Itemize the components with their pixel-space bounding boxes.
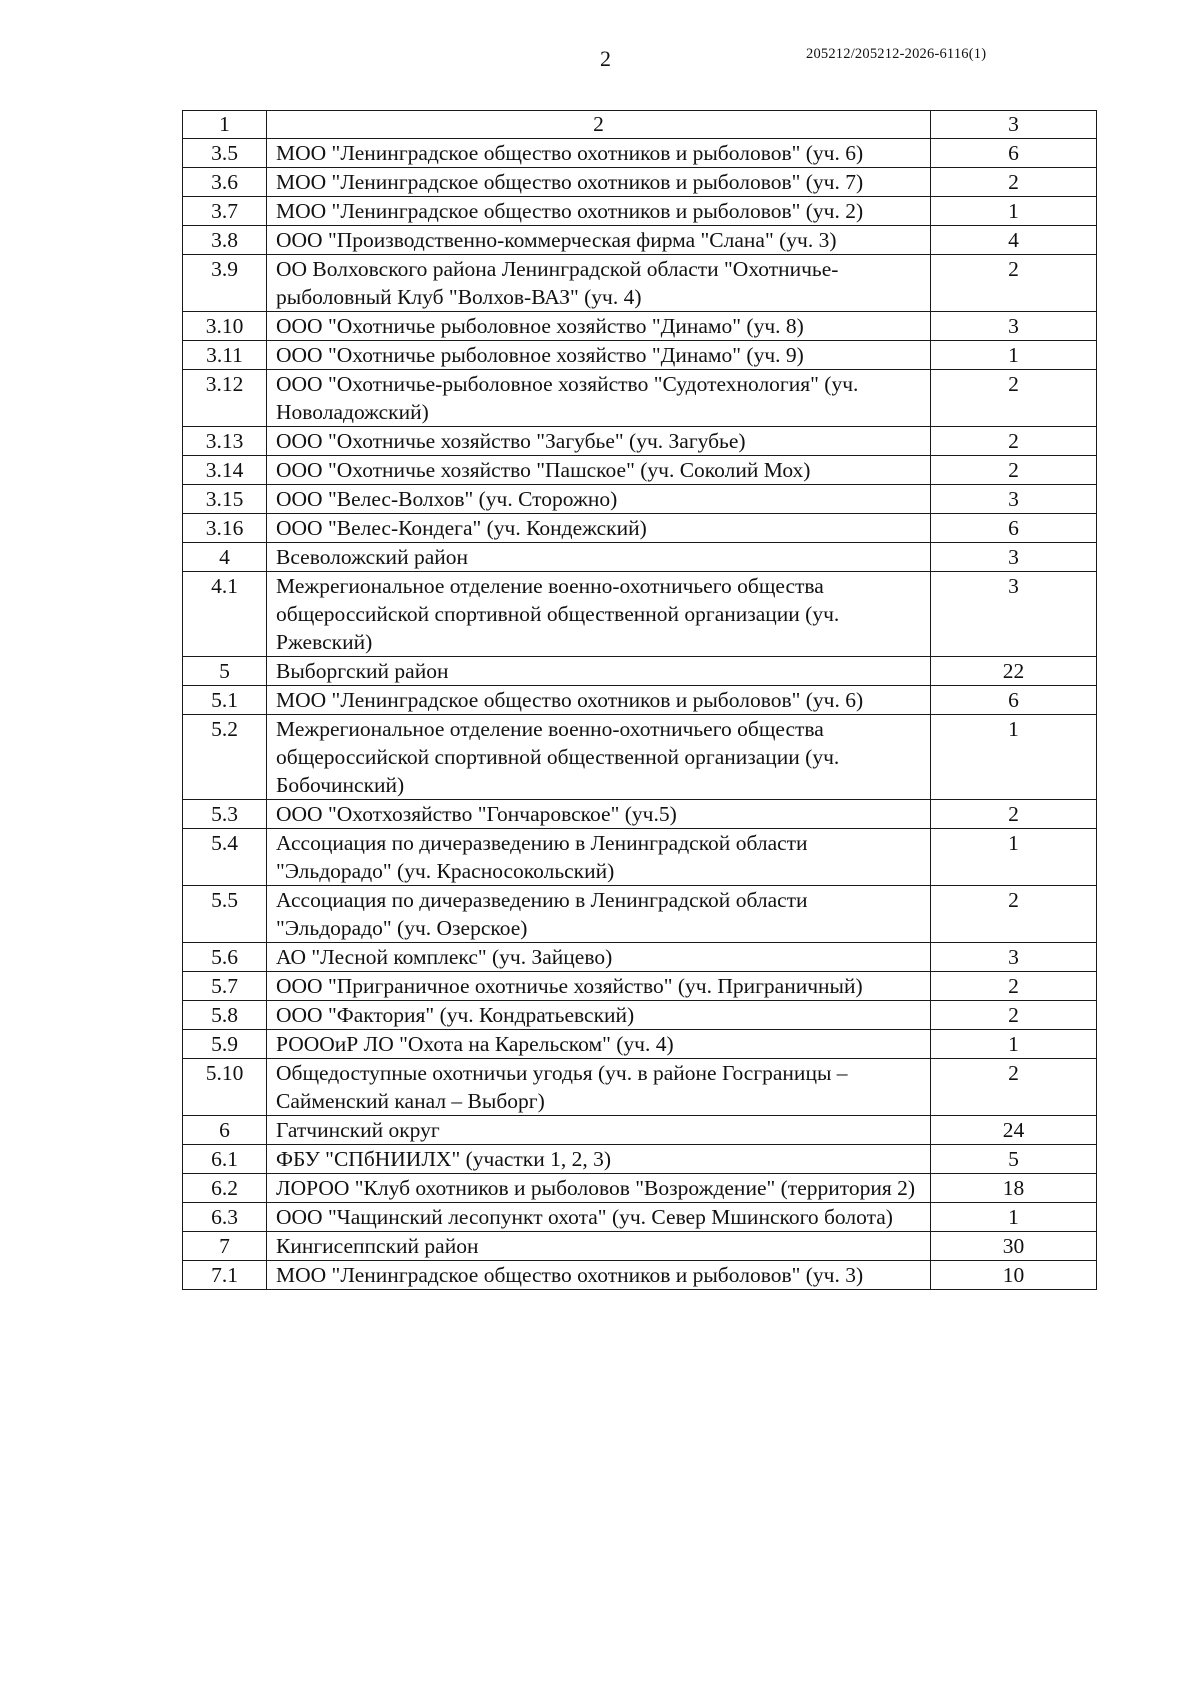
row-value-cell: 30 bbox=[931, 1232, 1097, 1261]
row-value-cell: 1 bbox=[931, 341, 1097, 370]
row-description-cell: Кингисеппский район bbox=[267, 1232, 931, 1261]
row-number-cell: 5.5 bbox=[183, 886, 267, 943]
row-description-cell: Гатчинский округ bbox=[267, 1116, 931, 1145]
row-value-cell: 2 bbox=[931, 1059, 1097, 1116]
row-number-cell: 7 bbox=[183, 1232, 267, 1261]
row-description-cell: Межрегиональное отделение военно-охотничьего общества общероссийской спортивной общественной организации (уч. Ржевский) bbox=[267, 572, 931, 657]
row-number-cell: 6.1 bbox=[183, 1145, 267, 1174]
row-value-cell: 6 bbox=[931, 514, 1097, 543]
row-number-cell: 3.15 bbox=[183, 485, 267, 514]
row-number-cell: 3.16 bbox=[183, 514, 267, 543]
table-header-row bbox=[183, 111, 1097, 139]
row-number-cell: 6 bbox=[183, 1116, 267, 1145]
row-value-cell: 6 bbox=[931, 686, 1097, 715]
row-number-cell: 6.2 bbox=[183, 1174, 267, 1203]
row-description-cell: ООО "Охотничье хозяйство "Пашское" (уч. Соколий Мох) bbox=[267, 456, 931, 485]
row-value-cell: 22 bbox=[931, 657, 1097, 686]
row-description-cell: ООО "Охотничье-рыболовное хозяйство "Судотехнология" (уч. Новоладожский) bbox=[267, 370, 931, 427]
row-number-cell: 5.9 bbox=[183, 1030, 267, 1059]
table-row bbox=[183, 341, 1097, 370]
row-number-cell: 7.1 bbox=[183, 1261, 267, 1290]
row-value-cell: 2 bbox=[931, 456, 1097, 485]
row-value-cell: 2 bbox=[931, 370, 1097, 427]
row-description-cell: Всеволожский район bbox=[267, 543, 931, 572]
table-row bbox=[183, 1203, 1097, 1232]
row-number-cell: 5.4 bbox=[183, 829, 267, 886]
table-row bbox=[183, 1232, 1097, 1261]
row-value-cell: 3 bbox=[931, 485, 1097, 514]
row-number-cell: 3.6 bbox=[183, 168, 267, 197]
table-row bbox=[183, 255, 1097, 312]
table-row bbox=[183, 829, 1097, 886]
row-number-cell: 5.6 bbox=[183, 943, 267, 972]
row-value-cell: 1 bbox=[931, 829, 1097, 886]
row-number-cell: 4 bbox=[183, 543, 267, 572]
row-description-cell: МОО "Ленинградское общество охотников и рыболовов" (уч. 6) bbox=[267, 686, 931, 715]
registry-table bbox=[182, 110, 1097, 1290]
row-value-cell: 5 bbox=[931, 1145, 1097, 1174]
table-row bbox=[183, 886, 1097, 943]
row-number-cell: 3.7 bbox=[183, 197, 267, 226]
header-col-2: 2 bbox=[267, 111, 931, 139]
row-description-cell: ООО "Производственно-коммерческая фирма "Слана" (уч. 3) bbox=[267, 226, 931, 255]
table-body bbox=[183, 111, 1097, 1290]
row-number-cell: 6.3 bbox=[183, 1203, 267, 1232]
header-col-3: 3 bbox=[931, 111, 1097, 139]
row-description-cell: РОООиР ЛО "Охота на Карельском" (уч. 4) bbox=[267, 1030, 931, 1059]
row-value-cell: 1 bbox=[931, 1203, 1097, 1232]
row-value-cell: 4 bbox=[931, 226, 1097, 255]
row-description-cell: ООО "Велес-Кондега" (уч. Кондежский) bbox=[267, 514, 931, 543]
table-row bbox=[183, 1116, 1097, 1145]
row-value-cell: 2 bbox=[931, 427, 1097, 456]
row-value-cell: 2 bbox=[931, 972, 1097, 1001]
row-description-cell: МОО "Ленинградское общество охотников и рыболовов" (уч. 6) bbox=[267, 139, 931, 168]
table-row bbox=[183, 1001, 1097, 1030]
table-row bbox=[183, 657, 1097, 686]
table-row bbox=[183, 226, 1097, 255]
row-description-cell: МОО "Ленинградское общество охотников и рыболовов" (уч. 7) bbox=[267, 168, 931, 197]
row-description-cell: Выборгский район bbox=[267, 657, 931, 686]
row-number-cell: 3.12 bbox=[183, 370, 267, 427]
row-number-cell: 3.5 bbox=[183, 139, 267, 168]
table-row bbox=[183, 312, 1097, 341]
table-row bbox=[183, 715, 1097, 800]
table-row bbox=[183, 543, 1097, 572]
row-value-cell: 2 bbox=[931, 800, 1097, 829]
table-row bbox=[183, 514, 1097, 543]
row-description-cell: Ассоциация по дичеразведению в Ленинградской области "Эльдорадо" (уч. Озерское) bbox=[267, 886, 931, 943]
row-description-cell: ООО "Охотничье рыболовное хозяйство "Динамо" (уч. 9) bbox=[267, 341, 931, 370]
table-row bbox=[183, 1261, 1097, 1290]
table-row bbox=[183, 572, 1097, 657]
row-number-cell: 5.3 bbox=[183, 800, 267, 829]
row-value-cell: 10 bbox=[931, 1261, 1097, 1290]
row-number-cell: 4.1 bbox=[183, 572, 267, 657]
row-description-cell: ООО "Охотничье хозяйство "Загубье" (уч. Загубье) bbox=[267, 427, 931, 456]
row-description-cell: ЛОРОО "Клуб охотников и рыболовов "Возрождение" (территория 2) bbox=[267, 1174, 931, 1203]
table-row bbox=[183, 972, 1097, 1001]
table-row bbox=[183, 456, 1097, 485]
row-value-cell: 3 bbox=[931, 543, 1097, 572]
row-description-cell: ОО Волховского района Ленинградской области "Охотничье-рыболовный Клуб "Волхов-ВАЗ" (уч. 4) bbox=[267, 255, 931, 312]
row-description-cell: ООО "Охотхозяйство "Гончаровское" (уч.5) bbox=[267, 800, 931, 829]
document-code: 205212/205212-2026-6116(1) bbox=[806, 46, 987, 62]
row-description-cell: Общедоступные охотничьи угодья (уч. в районе Госграницы – Сайменский канал – Выборг) bbox=[267, 1059, 931, 1116]
row-description-cell: ФБУ "СПбНИИЛХ" (участки 1, 2, 3) bbox=[267, 1145, 931, 1174]
row-description-cell: ООО "Охотничье рыболовное хозяйство "Динамо" (уч. 8) bbox=[267, 312, 931, 341]
row-description-cell: МОО "Ленинградское общество охотников и рыболовов" (уч. 2) bbox=[267, 197, 931, 226]
row-value-cell: 6 bbox=[931, 139, 1097, 168]
table-row bbox=[183, 800, 1097, 829]
table-row bbox=[183, 168, 1097, 197]
row-number-cell: 3.8 bbox=[183, 226, 267, 255]
row-number-cell: 3.13 bbox=[183, 427, 267, 456]
row-description-cell: ООО "Фактория" (уч. Кондратьевский) bbox=[267, 1001, 931, 1030]
row-number-cell: 5.10 bbox=[183, 1059, 267, 1116]
table-row bbox=[183, 370, 1097, 427]
row-number-cell: 3.9 bbox=[183, 255, 267, 312]
row-value-cell: 2 bbox=[931, 255, 1097, 312]
row-description-cell: ООО "Приграничное охотничье хозяйство" (уч. Приграничный) bbox=[267, 972, 931, 1001]
row-value-cell: 1 bbox=[931, 1030, 1097, 1059]
page-number: 2 bbox=[600, 46, 611, 71]
row-value-cell: 2 bbox=[931, 886, 1097, 943]
row-number-cell: 3.14 bbox=[183, 456, 267, 485]
row-description-cell: ООО "Чащинский лесопункт охота" (уч. Север Мшинского болота) bbox=[267, 1203, 931, 1232]
row-description-cell: Ассоциация по дичеразведению в Ленинградской области "Эльдорадо" (уч. Красносокольский) bbox=[267, 829, 931, 886]
table-row bbox=[183, 197, 1097, 226]
row-value-cell: 2 bbox=[931, 168, 1097, 197]
table-row bbox=[183, 686, 1097, 715]
row-value-cell: 3 bbox=[931, 572, 1097, 657]
row-value-cell: 24 bbox=[931, 1116, 1097, 1145]
table-row bbox=[183, 1059, 1097, 1116]
table-row bbox=[183, 427, 1097, 456]
row-description-cell: АО "Лесной комплекс" (уч. Зайцево) bbox=[267, 943, 931, 972]
row-number-cell: 5.7 bbox=[183, 972, 267, 1001]
row-value-cell: 18 bbox=[931, 1174, 1097, 1203]
row-number-cell: 3.11 bbox=[183, 341, 267, 370]
row-value-cell: 3 bbox=[931, 943, 1097, 972]
row-description-cell: Межрегиональное отделение военно-охотничьего общества общероссийской спортивной общественной организации (уч. Бобочинский) bbox=[267, 715, 931, 800]
row-number-cell: 5 bbox=[183, 657, 267, 686]
row-description-cell: ООО "Велес-Волхов" (уч. Сторожно) bbox=[267, 485, 931, 514]
row-number-cell: 3.10 bbox=[183, 312, 267, 341]
row-value-cell: 3 bbox=[931, 312, 1097, 341]
row-number-cell: 5.1 bbox=[183, 686, 267, 715]
table-row bbox=[183, 1145, 1097, 1174]
row-number-cell: 5.2 bbox=[183, 715, 267, 800]
table-row bbox=[183, 485, 1097, 514]
header-col-1: 1 bbox=[183, 111, 267, 139]
row-number-cell: 5.8 bbox=[183, 1001, 267, 1030]
row-value-cell: 1 bbox=[931, 197, 1097, 226]
table-row bbox=[183, 139, 1097, 168]
row-description-cell: МОО "Ленинградское общество охотников и рыболовов" (уч. 3) bbox=[267, 1261, 931, 1290]
table-row bbox=[183, 1030, 1097, 1059]
table-row bbox=[183, 1174, 1097, 1203]
table-row bbox=[183, 943, 1097, 972]
row-value-cell: 1 bbox=[931, 715, 1097, 800]
row-value-cell: 2 bbox=[931, 1001, 1097, 1030]
